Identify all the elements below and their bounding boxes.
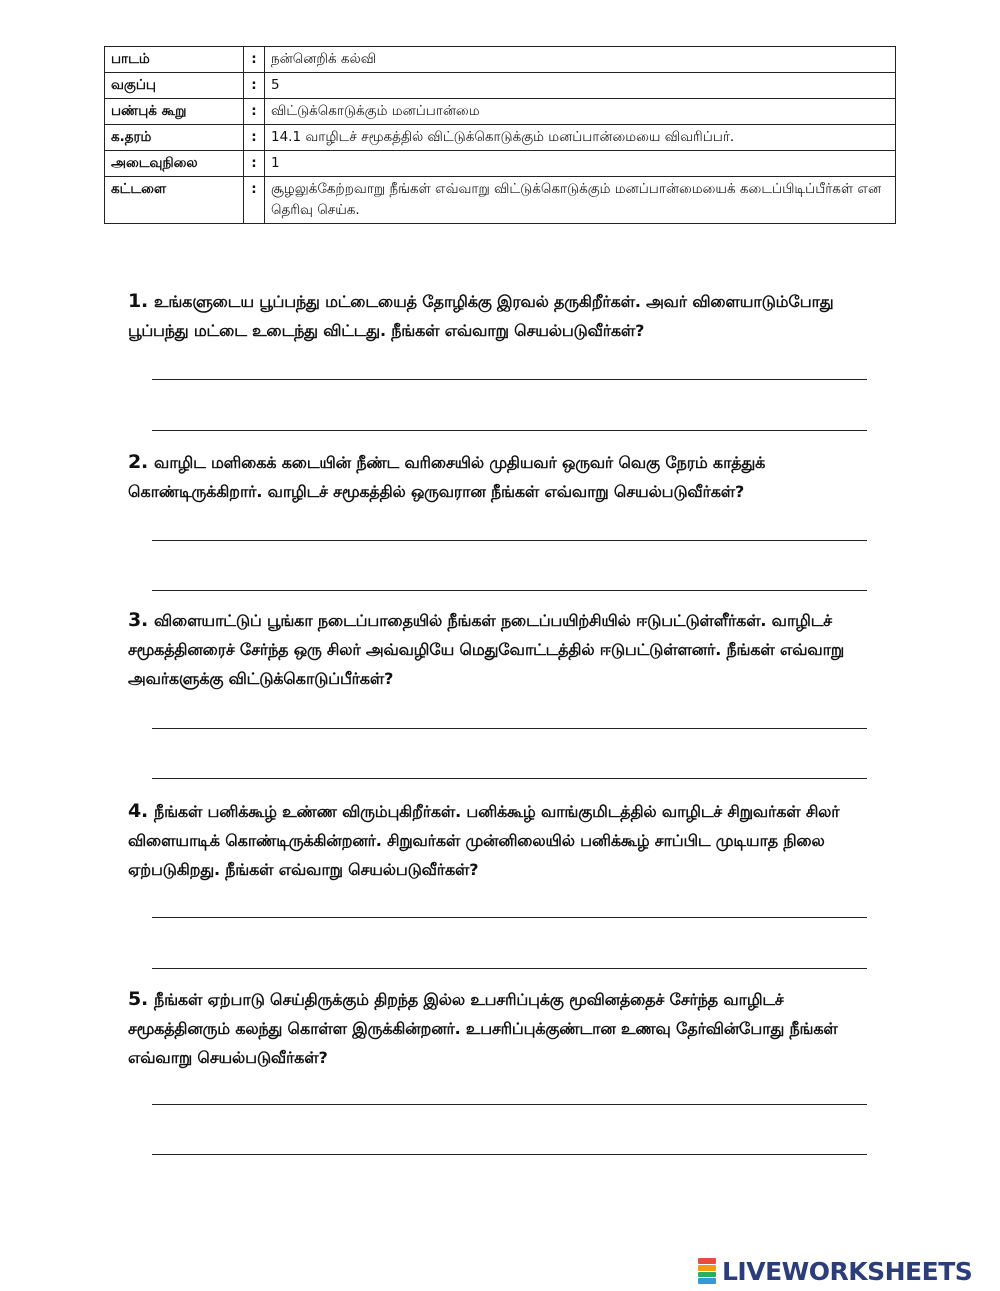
question-5	[128, 985, 868, 1072]
answer-line	[152, 590, 867, 591]
question-number: 2.	[128, 451, 149, 473]
answer-input[interactable]	[152, 1125, 867, 1153]
question-number: 3.	[128, 609, 149, 631]
header-row-subject	[105, 47, 896, 73]
logo-text: LIVEWORKSHEETS	[722, 1256, 973, 1286]
header-row-instruction	[105, 177, 896, 224]
header-table	[104, 46, 896, 224]
header-colon: :	[244, 177, 265, 224]
question-number: 4.	[128, 800, 149, 822]
answer-line	[152, 917, 867, 918]
header-row-standard	[105, 125, 896, 151]
question-body: நீங்கள் ஏற்பாடு செய்திருக்கும் திறந்த இல்ல உபசரிப்புக்கு மூவினத்தைச் சேர்ந்த வாழிடச் சமூகத்தினரும் கலந்து கொள்ள இருக்கின்றனர். உபசரிப்புக்குண்டான உணவு தேர்வின்போது நீங்கள் எவ்வாறு செயல்படுவீர்கள்?	[128, 990, 838, 1067]
answer-input[interactable]	[152, 561, 867, 589]
header-colon: :	[244, 151, 265, 177]
header-label: பண்புக் கூறு	[105, 99, 244, 125]
header-value: 5	[265, 73, 896, 99]
answer-input[interactable]	[152, 350, 867, 378]
question-3	[128, 606, 868, 693]
question-body: வாழிட மளிகைக் கடையின் நீண்ட வரிசையில் முதியவர் ஒருவர் வெகு நேரம் காத்துக் கொண்டிருக்கிறார். வாழிடச் சமூகத்தில் ஒருவரான நீங்கள் எவ்வாறு செயல்படுவீர்கள்?	[128, 453, 766, 501]
answer-input[interactable]	[152, 699, 867, 727]
answer-line	[152, 540, 867, 541]
answer-input[interactable]	[152, 1075, 867, 1103]
question-text	[128, 606, 868, 693]
answer-input[interactable]	[152, 939, 867, 967]
header-colon: :	[244, 47, 265, 73]
answer-input[interactable]	[152, 511, 867, 539]
question-body: நீங்கள் பனிக்கூழ் உண்ண விரும்புகிறீர்கள். பனிக்கூழ் வாங்குமிடத்தில் வாழிடச் சிறுவர்கள் சிலர் விளையாடிக் கொண்டிருக்கின்றனர். சிறுவர்கள் முன்னிலையில் பனிக்கூழ் சாப்பிட முடியாத நிலை ஏற்படுகிறது. நீங்கள் எவ்வாறு செயல்படுவீர்கள்?	[128, 802, 840, 879]
answer-input[interactable]	[152, 749, 867, 777]
header-value: நன்னெறிக் கல்வி	[265, 47, 896, 73]
header-label: க.தரம்	[105, 125, 244, 151]
header-label: பாடம்	[105, 47, 244, 73]
answer-line	[152, 728, 867, 729]
header-value: 1	[265, 151, 896, 177]
answer-line	[152, 968, 867, 969]
question-text	[128, 797, 868, 884]
header-label: அடைவுநிலை	[105, 151, 244, 177]
header-row-level	[105, 151, 896, 177]
answer-input[interactable]	[152, 888, 867, 916]
answer-line	[152, 430, 867, 431]
question-1	[128, 287, 868, 345]
question-2	[128, 448, 868, 506]
answer-input[interactable]	[152, 401, 867, 429]
question-text	[128, 287, 868, 345]
header-colon: :	[244, 125, 265, 151]
question-number: 5.	[128, 988, 149, 1010]
question-text	[128, 448, 868, 506]
question-body: விளையாட்டுப் பூங்கா நடைப்பாதையில் நீங்கள் நடைப்பயிற்சியில் ஈடுபட்டுள்ளீர்கள். வாழிடச் சமூகத்தினரைச் சேர்ந்த ஒரு சிலர் அவ்வழியே மெதுவோட்டத்தில் ஈடுபட்டுள்ளனர். நீங்கள் எவ்வாறு அவர்களுக்கு விட்டுக்கொடுப்பீர்கள்?	[128, 611, 845, 688]
liveworksheets-logo-icon	[698, 1258, 716, 1284]
answer-line	[152, 1154, 867, 1155]
question-body: உங்களுடைய பூப்பந்து மட்டையைத் தோழிக்கு இரவல் தருகிறீர்கள். அவர் விளையாடும்போது பூப்பந்து மட்டை உடைந்து விட்டது. நீங்கள் எவ்வாறு செயல்படுவீர்கள்?	[128, 292, 834, 340]
header-value: சூழலுக்கேற்றவாறு நீங்கள் எவ்வாறு விட்டுக்கொடுக்கும் மனப்பான்மையைக் கடைப்பிடிப்பீர்கள் என தெரிவு செய்க.	[265, 177, 896, 224]
header-row-value	[105, 99, 896, 125]
answer-line	[152, 379, 867, 380]
answer-line	[152, 1104, 867, 1105]
question-4	[128, 797, 868, 884]
liveworksheets-logo	[698, 1256, 972, 1286]
question-text	[128, 985, 868, 1072]
header-row-grade	[105, 73, 896, 99]
header-label: வகுப்பு	[105, 73, 244, 99]
header-value: 14.1 வாழிடச் சமூகத்தில் விட்டுக்கொடுக்கும் மனப்பான்மையை விவரிப்பர்.	[265, 125, 896, 151]
header-label: கட்டளை	[105, 177, 244, 224]
question-number: 1.	[128, 290, 149, 312]
answer-line	[152, 778, 867, 779]
header-colon: :	[244, 99, 265, 125]
header-value: விட்டுக்கொடுக்கும் மனப்பான்மை	[265, 99, 896, 125]
header-colon: :	[244, 73, 265, 99]
